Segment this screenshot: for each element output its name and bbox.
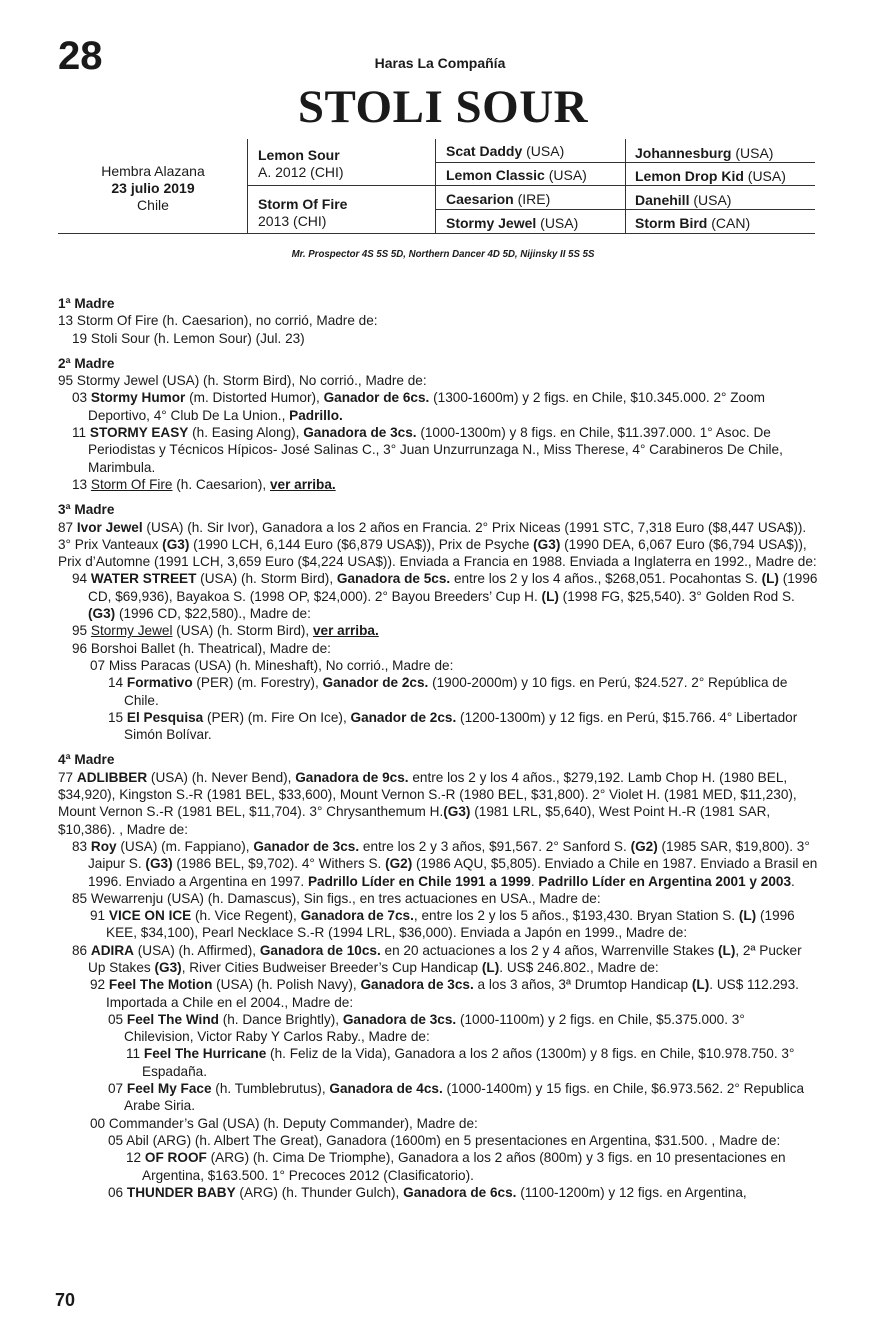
m3-entry-2: 95 Stormy Jewel (USA) (h. Storm Bird), ver arriba.	[72, 623, 379, 639]
sire-sire-name: Scat Daddy	[446, 143, 523, 159]
m3-entry-1: 94 WATER STREET (USA) (h. Storm Bird), Ganadora de 5cs. entre los 2 y los 4 años., $268,051. Pocahontas S. (L) (1996 CD, $69,936), Bayakoa S. (1998 OP, $24,000). 2° Bayou Breeders’ Cup H. (L) (1998 FG, $25,540). 3° Golden Rod S. (G3) (1996 CD, $22,580)., Madre de:	[72, 571, 818, 622]
m4-entry-12: 06 THUNDER BABY (ARG) (h. Thunder Gulch), Ganadora de 6cs. (1100-1200m) y 12 figs. en Argentina,	[108, 1184, 747, 1200]
gen3-3-name: Danehill	[635, 192, 690, 208]
sire-dam-origin: (USA)	[544, 167, 587, 183]
m2-entry-2: 11 STORMY EASY (h. Easing Along), Ganadora de 3cs. (1000-1300m) y 8 figs. en Chile, $11.397.000. 1° Asoc. De Periodistas y Técnicos Hípicos- José Salinas C., 3° Juan Unzurrunzaga N., Miss Therese, 4° Carabineros De Chile, Marimbula.	[72, 425, 783, 475]
dam-sire-origin: (IRE)	[513, 191, 551, 207]
m4-entry-3: 91 VICE ON ICE (h. Vice Regent), Ganadora de 7cs., entre los 2 y los 5 años., $193,430. Bryan Station S. (L) (1996 KEE, $34,100), Pearl Necklace S.-R (1994 LRL, $36,000). Enviada a Japón en 1999., Madre de:	[90, 908, 795, 941]
country: Chile	[137, 197, 169, 213]
m4-entry-1: 83 Roy (USA) (m. Fappiano), Ganador de 3cs. entre los 2 y 3 años, $91,567. 2° Sanford S. (G2) (1985 SAR, $19,800). 3° Jaipur S. (G3) (1986 BEL, $9,702). 4° Withers S. (G2) (1986 AQU, $5,805). Enviado a Chile en 1987. Enviado a Brasil en 1996. Enviado a Argentina en 1997. Padrillo Líder en Chile 1991 a 1999. Padrillo Líder en Argentina 2001 y 2003.	[72, 838, 818, 889]
sire-sire-origin: (USA)	[522, 143, 565, 159]
dam-dam	[446, 215, 578, 232]
dam-dam-name: Stormy Jewel	[446, 215, 537, 231]
birth-date: 23 julio 2019	[111, 180, 195, 196]
subject-info	[58, 163, 248, 214]
m4-entry-4: 86 ADIRA (USA) (h. Affirmed), Ganadora de 10cs. en 20 actuaciones a los 2 y 4 años, Warrenville Stakes (L), 2ª Pucker Up Stakes (G3), River Cities Budweiser Breeder’s Cup Handicap (L). US$ 246.802., Madre de:	[72, 942, 802, 975]
gen3-4-origin: (CAN)	[707, 215, 751, 231]
gen3-2-origin: (USA)	[743, 168, 786, 184]
dam-dam-origin: (USA)	[536, 215, 579, 231]
m3-para-1: 87 Ivor Jewel (USA) (h. Sir Ivor), Ganadora a los 2 años en Francia. 2° Prix Niceas (1991 STC, 7,318 Euro ($8,447 USA$)). 3° Prix Vanteaux (G3) (1990 LCH, 6,144 Euro ($6,879 USA$)), Prix de Psyche (G3) (1990 DEA, 6,067 Euro ($6,794 USA$)), Prix d’Automne (1991 LCH, 3,659 Euro ($4,224 USA$)). Enviada a Francia en 1988. Enviada a Inglaterra en 1992., Madre de:	[58, 519, 817, 570]
heading-m4: 4ª Madre	[58, 752, 115, 768]
m4-entry-5: 92 Feel The Motion (USA) (h. Polish Navy), Ganadora de 3cs. a los 3 años, 3ª Drumtop Handicap (L). US$ 112.293. Importada a Chile en el 2004., Madre de:	[90, 977, 799, 1010]
m4-entry-9: 00 Commander’s Gal (USA) (h. Deputy Commander), Madre de:	[90, 1115, 478, 1131]
sire-sire	[446, 143, 564, 160]
m3-entry-3: 96 Borshoi Ballet (h. Theatrical), Madre de:	[72, 640, 331, 656]
gen3-4	[635, 215, 750, 232]
m4-entry-7: 11 Feel The Hurricane (h. Feliz de la Vida), Ganadora a los 2 años (1300m) y 8 figs. en Chile, $10.978.750. 3° Espadaña.	[126, 1046, 795, 1079]
m3-entry-5: 14 Formativo (PER) (m. Forestry), Ganador de 2cs. (1900-2000m) y 10 figs. en Perú, $24.527. 2° República de Chile.	[108, 675, 788, 708]
m2-entry-3: 13 Storm Of Fire (h. Caesarion), ver arriba.	[72, 476, 336, 492]
dam-name: Storm Of Fire	[258, 196, 348, 212]
dam-info: 2013 (CHI)	[258, 213, 327, 229]
sire-dam-name: Lemon Classic	[446, 167, 545, 183]
sire-info: A. 2012 (CHI)	[258, 164, 344, 180]
m4-entry-2: 85 Wewarrenju (USA) (h. Damascus), Sin figs., en tres actuaciones en USA., Madre de:	[72, 890, 601, 906]
gen3-2-name: Lemon Drop Kid	[635, 168, 744, 184]
m1-line-1: 13 Storm Of Fire (h. Caesarion), no corrió, Madre de:	[58, 313, 378, 329]
m4-entry-8: 07 Feel My Face (h. Tumblebrutus), Ganadora de 4cs. (1000-1400m) y 15 figs. en Chile, $6.973.562. 2° Republica Arabe Siria.	[108, 1081, 805, 1114]
page-number: 70	[55, 1290, 76, 1310]
m4-entry-11: 12 OF ROOF (ARG) (h. Cima De Triomphe), Ganadora a los 2 años (800m) y 3 figs. en 10 presentaciones en Argentina, $163.500. 1° Precoces 2012 (Clasificatorio).	[126, 1150, 786, 1183]
horse-name: STOLI SOUR	[297, 81, 589, 133]
m2-entry-1: 03 Stormy Humor (m. Distorted Humor), Ganador de 6cs. (1300-1600m) y 2 figs. en Chile, $10.345.000. 2° Zoom Deportivo, 4° Club De La Union., Padrillo.	[72, 390, 765, 423]
sire	[258, 147, 344, 181]
m4-entry-10: 05 Abil (ARG) (h. Albert The Great), Ganadora (1600m) en 5 presentaciones en Argentina, $31.500. , Madre de:	[108, 1132, 781, 1148]
sire-name: Lemon Sour	[258, 147, 340, 163]
m3-entry-6: 15 El Pesquisa (PER) (m. Fire On Ice), Ganador de 2cs. (1200-1300m) y 12 figs. en Perú, $15.766. 4° Libertador Simón Bolívar.	[108, 709, 798, 743]
sex-color: Hembra Alazana	[101, 163, 205, 179]
heading-m3: 3ª Madre	[58, 502, 115, 518]
m3-entry-4: 07 Miss Paracas (USA) (h. Mineshaft), No corrió., Madre de:	[90, 657, 454, 673]
dam	[258, 196, 347, 230]
gen3-3	[635, 192, 731, 209]
gen3-3-origin: (USA)	[689, 192, 732, 208]
breeder-name: Haras La Compañía	[374, 55, 506, 71]
m4-entry-6: 05 Feel The Wind (h. Dance Brightly), Ganadora de 3cs. (1000-1100m) y 2 figs. en Chile, $5.375.000. 3° Chilevision, Victor Raby Y Carlos Raby., Madre de:	[108, 1011, 745, 1045]
dam-sire-name: Caesarion	[446, 191, 514, 207]
gen3-1-origin: (USA)	[731, 145, 774, 161]
m1-line-2: 19 Stoli Sour (h. Lemon Sour) (Jul. 23)	[72, 330, 305, 346]
pedigree-table	[58, 139, 815, 234]
produce-record	[58, 295, 818, 1201]
gen3-4-name: Storm Bird	[635, 215, 708, 231]
heading-m1: 1ª Madre	[58, 296, 115, 311]
gen3-2	[635, 168, 786, 185]
sire-dam	[446, 167, 587, 184]
lot-number: 28	[58, 34, 103, 78]
dam-sire	[446, 191, 550, 208]
m4-para-1: 77 ADLIBBER (USA) (h. Never Bend), Ganadora de 9cs. entre los 2 y los 4 años., $279,192. Lamb Chop H. (1980 BEL, $34,920), Kingston S.-R (1981 BEL, $33,600), Mount Vernon S.-R (1980 BEL, $31,800). 2° Violet H. (1981 MED, $11,230), Mount Vernon S.-R (1981 BEL, $11,704). 3° Chrysanthemum H.(G3) (1981 LRL, $5,640), West Point H.-R (1981 SAR, $10,386). , Madre de:	[58, 769, 797, 837]
dosage-line: Mr. Prospector 4S 5S 5D, Northern Dancer 4D 5D, Nijinsky II 5S 5S	[291, 248, 595, 260]
gen3-1-name: Johannesburg	[635, 145, 732, 161]
m2-line-1: 95 Stormy Jewel (USA) (h. Storm Bird), No corrió., Madre de:	[58, 373, 427, 389]
heading-m2: 2ª Madre	[58, 355, 115, 371]
gen3-1	[635, 145, 773, 162]
